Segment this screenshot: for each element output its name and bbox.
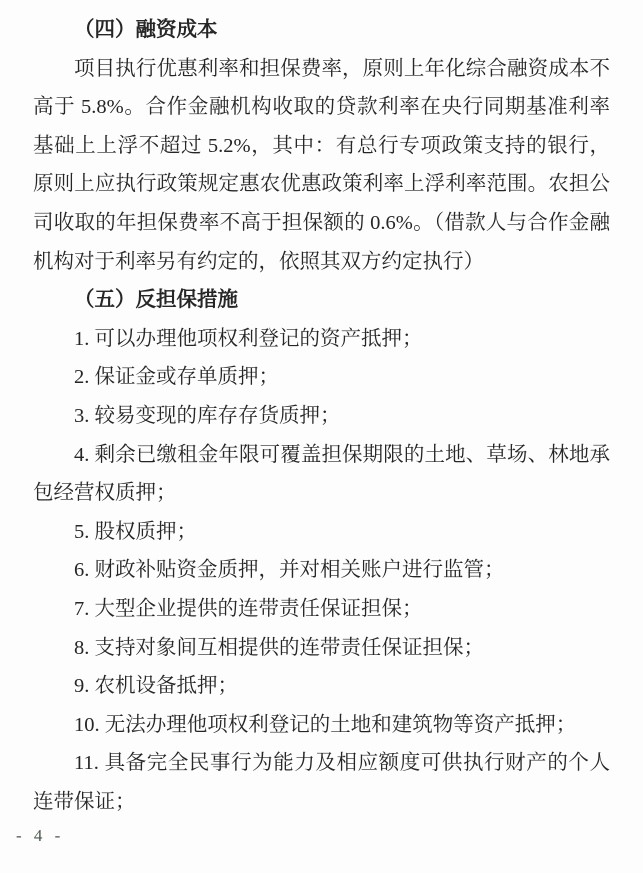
paragraph-line: 项目执行优惠利率和担保费率，原则上年化综合融资成本不: [74, 57, 610, 80]
list-item-line: 2. 保证金或存单质押；: [74, 366, 279, 389]
list-item-line: 连带保证；: [33, 790, 136, 813]
paragraph-line: 司收取的年担保费率不高于担保额的 0.6%。（借款人与合作金融: [33, 211, 610, 234]
list-item-line: 5. 股权质押；: [74, 520, 197, 543]
page-number: - 4 -: [16, 826, 65, 845]
paragraph-line: 高于 5.8%。合作金融机构收取的贷款利率在央行同期基准利率: [33, 96, 610, 119]
paragraph-line: 原则上应执行政策规定惠农优惠政策利率上浮利率范围。农担公: [33, 173, 610, 196]
paragraph-line: 机构对于利率另有约定的，依照其双方约定执行）: [33, 250, 484, 273]
list-item-line: 3. 较易变现的库存存货质押；: [74, 404, 341, 427]
list-item-line: 包经营权质押；: [33, 482, 177, 505]
list-item-line: 11. 具备完全民事行为能力及相应额度可供执行财产的个人: [74, 752, 610, 775]
section-5-heading: （五）反担保措施: [74, 289, 238, 312]
list-item-line: 8. 支持对象间互相提供的连带责任保证担保；: [74, 636, 484, 659]
list-item-line: 1. 可以办理他项权利登记的资产抵押；: [74, 327, 423, 350]
paragraph-line: 基础上上浮不超过 5.2%，其中：有总行专项政策支持的银行，: [33, 134, 610, 157]
list-item-line: 6. 财政补贴资金质押，并对相关账户进行监管；: [74, 559, 505, 582]
list-item-line: 10. 无法办理他项权利登记的土地和建筑物等资产抵押；: [74, 713, 577, 736]
list-item-line: 9. 农机设备抵押；: [74, 675, 238, 698]
list-item-line: 4. 剩余已缴租金年限可覆盖担保期限的土地、草场、林地承: [74, 443, 610, 466]
section-4-heading: （四）融资成本: [74, 19, 218, 41]
document-body: [33, 11, 610, 821]
list-item-line: 7. 大型企业提供的连带责任保证担保；: [74, 597, 423, 620]
